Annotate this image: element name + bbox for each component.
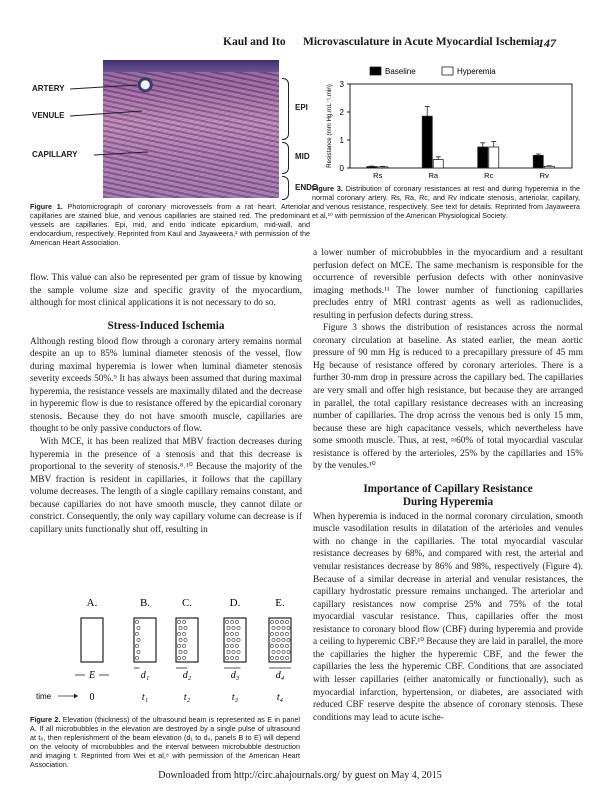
time-arrow-head [74, 694, 78, 699]
elevation-label: d₄ [275, 670, 285, 681]
bar-hyperemia-rc [489, 147, 499, 168]
x-category-label: Rc [484, 171, 494, 180]
figure-1-caption-label: Figure 1. [30, 202, 63, 211]
left-paragraph-3: With MCE, it has been realized that MBV fraction decreases during hyperemia in the presence of a stenosis and that this decrease is proportional to the severity of stenosis.⁸˒¹⁰ Because the majority of the MBV fraction is resident in capillaries, it follows that the capillary volume decreases. The length of a single capillary remains constant, and because capillaries do not have smooth muscle, they cannot dilate or constrict. Consequently, the only way capillary volume can decrease is if capillary units functionally shut off, resulting in [30, 437, 302, 535]
bar-baseline-rs [367, 167, 377, 168]
figure-3-caption-label: Figure 3. [312, 184, 343, 193]
y-tick-label: 1 [339, 136, 344, 145]
figure-3-caption-text: Distribution of coronary resistances at rest and during hyperemia in the normal coronary artery. Rs, Ra, Rc, and Rv indicate stenosis, arteriolar, capillary, and venous resistance, respectively. See text for details. Reprinted from Jayaweera et al,¹⁰ with permission of the American Physiological Society. [312, 184, 580, 220]
beam-box [81, 618, 103, 662]
y-tick-label: 0 [339, 164, 344, 173]
download-footer [0, 770, 600, 781]
legend-swatch-baseline [370, 67, 381, 75]
footer-link[interactable]: http://circ.ahajournals.org/ [233, 770, 340, 781]
header-running-title: Microvasculature in Acute Myocardial Ischemia [303, 36, 540, 48]
elevation-label: d₃ [230, 670, 240, 681]
label-epi: EPI [295, 103, 308, 112]
figure-1-caption-text: Photomicrograph of coronary microvessels from a rat heart. Arteriolar capillaries are stained blue, and venous capillaries are stained red. The predominant vessels are capillaries. Epi, mid, and endo indicate epicardium, mid-wall, and endocardium, respectively. Reprinted from Kaul and Jayaweera,² with permission of the American Heart Association. [30, 202, 310, 247]
bar-hyperemia-rv [544, 166, 554, 168]
endo-bracket [282, 176, 289, 200]
panel-label: B. [139, 597, 151, 609]
bar-hyperemia-ra [433, 160, 443, 168]
y-tick-label: 2 [339, 108, 344, 117]
figure-1 [30, 60, 319, 260]
elevation-label: E [88, 670, 96, 681]
section-heading-capillary-line-1: Importance of Capillary Resistance [363, 482, 533, 495]
bar-baseline-rc [478, 147, 488, 168]
panel-label: A. [86, 597, 98, 609]
time-label: t₁ [141, 692, 149, 703]
epi-bracket [282, 78, 289, 140]
panel-label: E. [275, 597, 285, 609]
figure-3 [312, 62, 582, 262]
y-tick-label: 3 [339, 80, 344, 89]
figure-2-caption-label: Figure 2. [30, 715, 61, 724]
y-axis-label: Resistance (mm Hg.mL⁻¹.min) [326, 84, 333, 168]
right-paragraph-1: a lower number of microbubbles in the myocardium and a resultant perfusion defect on MCE. The same mechanism is responsible for the occurrence of reversible perfusion defects with other noninvasive imaging methods.¹¹ The lower number of functioning capillaries precludes entry of MRI contrast agents as well as radionuclides, resulting in perfusion defects during stress. [313, 248, 583, 321]
figure-3-caption [312, 184, 580, 220]
panel-label: C. [181, 597, 193, 609]
right-column [313, 247, 583, 724]
time-label: 0 [89, 692, 95, 703]
label-artery: ARTERY [32, 84, 65, 93]
section-heading-capillary-line-2: During Hyperemia [402, 495, 494, 508]
resistance-bar-chart [312, 62, 582, 182]
bar-baseline-rv [533, 155, 543, 168]
legend-label-baseline: Baseline [385, 67, 416, 76]
header-authors: Kaul and Ito [223, 36, 286, 48]
label-endo: ENDO [295, 183, 319, 192]
beam-elevation-diagram [30, 590, 302, 708]
mid-bracket [282, 142, 289, 174]
time-label: t₄ [276, 692, 284, 703]
figure-2 [30, 590, 302, 770]
figure-2-caption-text: Elevation (thickness) of the ultrasound beam is represented as E in panel A. If all microbubbles in the elevation are destroyed by a single pulse of ultrasound at t₀, then replenishment of the beam elevation (d₁ to d₄, panels B to E) will depend on the velocity of microbubbles and the interval between microbubble destruction and imaging t. Reprinted from Wei et al,⁸ with permission of the American Heart Association. [30, 715, 300, 769]
figure-1-caption [30, 202, 310, 247]
left-column [30, 272, 302, 536]
x-category-label: Ra [428, 171, 439, 180]
x-category-label: Rs [373, 171, 383, 180]
running-header [0, 36, 600, 52]
footer-prefix: Downloaded from [158, 770, 234, 781]
legend-label-hyperemia: Hyperemia [457, 67, 496, 76]
left-paragraph-2: Although resting blood flow through a coronary artery remains normal despite an up to 85% luminal diameter stenosis of the vessel, flow during maximal hyperemia is lower when luminal diameter stenosis severity exceeds 50%.⁹ It has always been assumed that during maximal hyperemia, the resistance vessels are maximally dilated and the decrease in hyperemic flow is due to resistance offered by the epicardial coronary stenosis. Because they do not have smooth muscle, capillaries are thought to be only passive conductors of flow. [30, 336, 302, 435]
elevation-label: d₁ [140, 670, 150, 681]
panel-label: D. [229, 597, 241, 609]
beam-box [134, 618, 156, 662]
section-heading-stress: Stress-Induced Ischemia [107, 319, 225, 332]
time-label: t₂ [183, 692, 191, 703]
legend-swatch-hyperemia [442, 67, 453, 75]
label-capillary: CAPILLARY [32, 150, 78, 159]
label-venule: VENULE [32, 111, 65, 120]
right-paragraph-3: When hyperemia is induced in the normal coronary circulation, smooth muscle vasodilation results in dilatation of the arterioles and venules with no change in the capillaries. The total myocardial vascular resistance decreases by 68%, and compared with rest, the arterial and venular resistances decrease by 86% and 98%, respectively (Figure 4). Because of a similar decrease in arterial and venular resistances, the capillary hydrostatic pressure remains unchanged. The arteriolar and capillary resistances now comprise 25% and 75% of the total myocardial vascular resistance. Thus, capillaries offer the most resistance to coronary blood flow (CBF) during hyperemia and provide a ceiling to hyperemic CBF.¹⁰ Because they are laid in parallel, the more the capillaries the higher the hyperemic CBF, and the fewer the capillaries the less the hyperemic CBF. Conditions that are associated with lesser capillaries (either anatomically or functionally), such as myocardial infarction, hypertension, or diabetes, are associated with reduced CBF reserve despite the absence of coronary stenosis. These conditions may lead to acute ische- [313, 511, 583, 723]
time-label: t₃ [231, 692, 239, 703]
label-arrows [30, 60, 310, 200]
label-mid: MID [295, 152, 310, 161]
figure-2-caption [30, 715, 300, 769]
left-paragraph-1: flow. This value can also be represented per gram of tissue by knowing the sample volume size and specific gravity of the myocardium, although for most clinical applications it is not necessary to do so. [30, 273, 302, 309]
bar-hyperemia-rs [378, 167, 388, 168]
right-paragraph-2: Figure 3 shows the distribution of resistances across the normal coronary circulation at baseline. As stated earlier, the mean aortic pressure of 90 mm Hg is reduced to a precapillary pressure of 45 mm Hg because of resistance offered by coronary arterioles. There is a further 30-mm drop in pressure across the capillary bed. The capillaries are very small and offer high resistance, but because they are arranged in parallel, the total capillary resistance decreases with an increasing number of capillaries. The drop across the venous bed is only 15 mm, because these are high capacitance vessels, which nevertheless have some smooth muscle. Thus, at rest, ≈60% of total myocardial vascular resistance is offered by the arterioles, 25% by the capillaries and 15% by the venules.¹⁰ [313, 323, 583, 472]
x-category-label: Rv [539, 171, 549, 180]
page-number: 147 [538, 36, 556, 50]
time-axis-label: time [36, 692, 52, 701]
footer-suffix: by guest on May 4, 2015 [339, 770, 442, 781]
bar-baseline-ra [422, 116, 432, 168]
elevation-label: d₂ [182, 670, 192, 681]
